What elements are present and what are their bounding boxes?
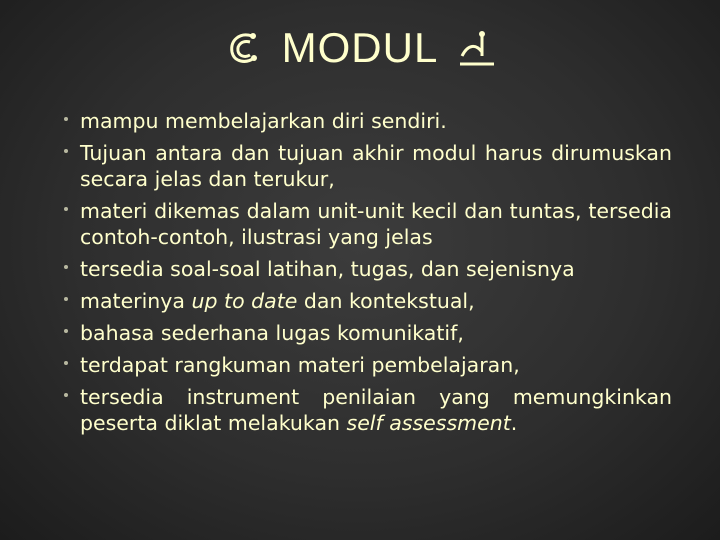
bullet-dot-icon [64,207,68,211]
bullet-text: dan kontekstual, [297,289,475,313]
bullet-italic-text: self assessment [346,411,511,435]
bullet-dot-icon [64,393,68,397]
ornament-c-icon [222,26,266,70]
bullet-italic-text: up to date [191,289,298,313]
bullet-item [80,140,672,192]
bullet-text: bahasa sederhana lugas komunikatif, [80,321,464,345]
bullet-item [80,288,672,314]
bullet-dot-icon [64,297,68,301]
ornament-d-icon [454,26,498,70]
bullet-dot-icon [64,329,68,333]
bullet-text: tersedia soal-soal latihan, tugas, dan sejenisnya [80,257,575,281]
bullet-dot-icon [64,117,68,121]
bullet-text: materinya [80,289,192,313]
bullet-text: materi dikemas dalam unit-unit kecil dan tuntas, tersedia contoh-contoh, ilustrasi yang jelas [80,199,672,249]
bullet-dot-icon [64,149,68,153]
bullet-item [80,320,672,346]
bullet-item [80,256,672,282]
bullet-text: mampu membelajarkan diri sendiri. [80,109,447,133]
bullet-item [80,108,672,134]
bullet-item [80,198,672,250]
slide-title-row [0,24,720,72]
bullet-text: terdapat rangkuman materi pembelajaran, [80,353,520,377]
bullet-text: Tujuan antara dan tujuan akhir modul harus dirumuskan secara jelas dan terukur, [80,141,672,191]
bullet-item [80,384,672,436]
bullet-text: tersedia instrument penilaian yang memungkinkan peserta diklat melakukan [80,385,672,435]
bullet-text: . [510,411,518,435]
bullet-dot-icon [64,361,68,365]
bullet-list [80,108,672,442]
bullet-item [80,352,672,378]
page-title: MODUL [281,24,439,71]
bullet-dot-icon [64,265,68,269]
